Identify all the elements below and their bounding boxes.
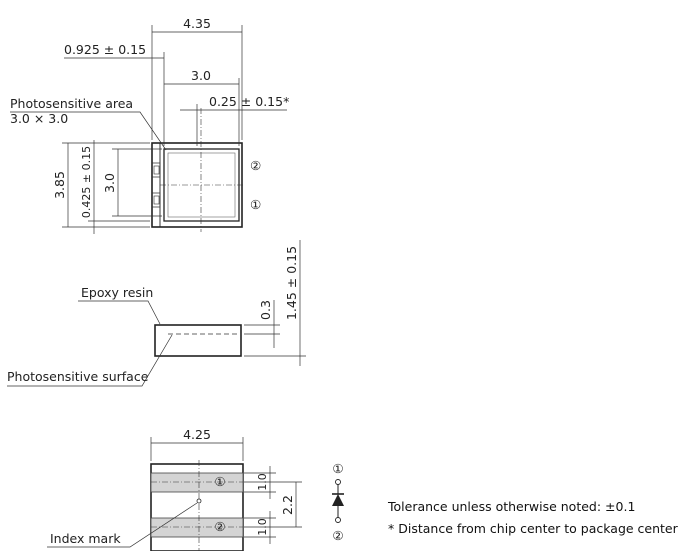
pad-1-label: ①: [214, 474, 226, 489]
dim-bottom-width-text: 4.25: [183, 427, 211, 442]
side-view: [7, 240, 306, 386]
pin-1-marker: ①: [250, 197, 262, 212]
label-photosensitive-area: Photosensitive area: [10, 96, 134, 111]
dim-pad-2-text: 1.0: [256, 518, 269, 536]
dim-depth-text: 0.3: [258, 300, 273, 320]
symbol-pin-1: ①: [332, 461, 344, 476]
dim-pitch-text: 2.2: [280, 495, 295, 515]
top-view: [10, 16, 289, 234]
symbol-pin-2: ②: [332, 528, 344, 543]
bottom-view: [47, 427, 302, 551]
pad-2-label: ②: [214, 519, 226, 534]
label-epoxy-resin: Epoxy resin: [81, 285, 154, 300]
dim-pad-1-text: 1.0: [256, 473, 269, 491]
side-package-outline: [155, 325, 241, 356]
dim-thickness-text: 1.45 ± 0.15: [284, 245, 299, 321]
label-photosensitive-area-size: 3.0 × 3.0: [10, 111, 69, 126]
label-photosensitive-surface: Photosensitive surface: [7, 369, 149, 384]
dim-offset-text: 0.925 ± 0.15: [64, 42, 147, 57]
symbol-diode-triangle: [332, 494, 344, 506]
pad-1: [151, 473, 243, 492]
label-index-mark: Index mark: [50, 531, 121, 546]
dim-center-offset-text: 0.25 ± 0.15*: [209, 94, 290, 109]
dim-width-text: 4.35: [183, 16, 211, 31]
dim-area-height-text: 3.0: [102, 173, 117, 193]
symbol-terminal-bottom: [336, 518, 341, 523]
dim-height-text: 3.85: [52, 171, 67, 199]
index-mark: [197, 499, 201, 503]
pad-2: [151, 518, 243, 537]
photodiode-symbol: [332, 461, 344, 543]
note-footnote: * Distance from chip center to package center: [388, 521, 678, 536]
note-tolerance: Tolerance unless otherwise noted: ±0.1: [388, 499, 636, 514]
leader-line: [78, 301, 160, 324]
symbol-terminal-top: [336, 480, 341, 485]
dim-area-width-text: 3.0: [191, 68, 211, 83]
pin-2-marker: ②: [250, 158, 262, 173]
dim-bottom-offset-text: 0.425 ± 0.15: [80, 145, 93, 219]
